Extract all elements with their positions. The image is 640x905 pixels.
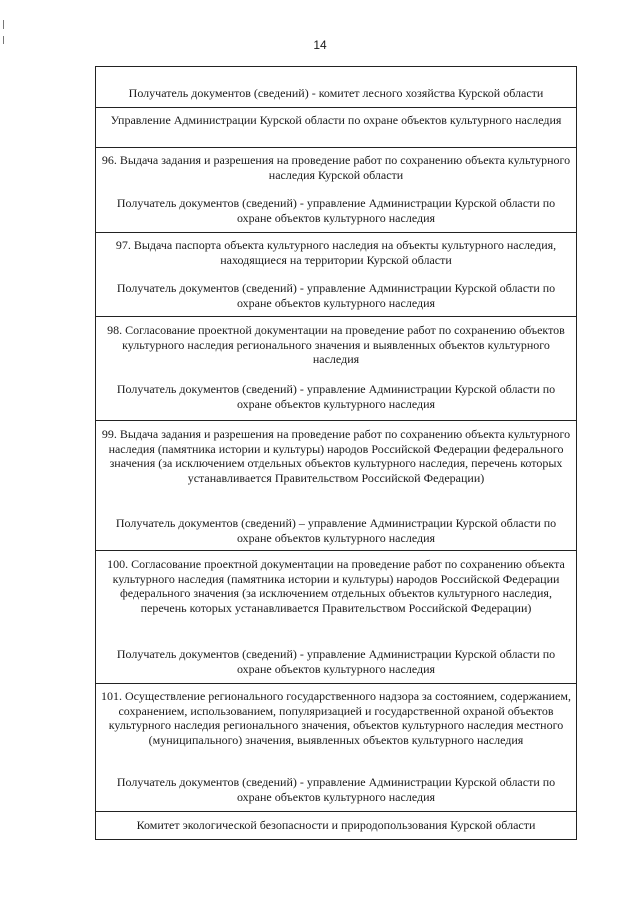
recipient-text: Получатель документов (сведений) - управление Администрации Курской области по охране объектов культурного наследия (116, 281, 556, 310)
recipient-text: Получатель документов (сведений) - управление Администрации Курской области по охране объектов культурного наследия (116, 647, 556, 676)
service-title: 99. Выдача задания и разрешения на проведение работ по сохранению объекта культурного наследия (памятника истории и культуры) народов Российской Федерации федерального значения (за исключением отдельных объектов культурного наследия, перечень которых устанавливается Правительством Российской Федерации) (101, 427, 571, 485)
table-row-service-96 (96, 148, 576, 233)
table-row-service-100 (96, 551, 576, 684)
service-title: 100. Согласование проектной документации на проведение работ по сохранению объекта культурного наследия (памятника истории и культуры) народов Российской Федерации федерального значения (за исключением отдельных объектов культурного наследия, перечень которых устанавливается Правительством Российской Федерации) (107, 557, 565, 615)
recipient-text: Получатель документов (сведений) – управление Администрации Курской области по охране объектов культурного наследия (115, 516, 557, 545)
table-row-service-101 (96, 684, 576, 812)
organization-name: Управление Администрации Курской области по охране объектов культурного наследия (110, 113, 562, 127)
document-table (95, 66, 577, 840)
service-title: 98. Согласование проектной документации на проведение работ по сохранению объектов культурного наследия регионального значения и выявленных объектов культурного наследия (107, 323, 565, 367)
recipient-text: Получатель документов (сведений) - комитет лесного хозяйства Курской области (128, 86, 544, 100)
service-title: 97. Выдача паспорта объекта культурного наследия на объекты культурного наследия, находящиеся на территории Курской области (115, 238, 557, 267)
table-row-organization-heritage (96, 108, 576, 148)
table-row-service-98 (96, 317, 576, 421)
service-title: 96. Выдача задания и разрешения на проведение работ по сохранению объекта культурного наследия Курской области (101, 153, 571, 182)
organization-name: Комитет экологической безопасности и природопользования Курской области (136, 818, 536, 832)
page-number: 14 (313, 38, 327, 52)
scan-edge-mark-top (3, 20, 4, 29)
table-row-recipient-forestry (96, 67, 576, 108)
recipient-text: Получатель документов (сведений) - управление Администрации Курской области по охране объектов культурного наследия (116, 775, 556, 804)
table-row-service-97 (96, 233, 576, 317)
recipient-text: Получатель документов (сведений) - управление Администрации Курской области по охране объектов культурного наследия (116, 382, 556, 411)
recipient-text: Получатель документов (сведений) - управление Администрации Курской области по охране объектов культурного наследия (116, 196, 556, 225)
table-row-service-99 (96, 421, 576, 551)
table-row-organization-ecology (96, 812, 576, 839)
service-title: 101. Осуществление регионального государственного надзора за состоянием, содержанием, сохранением, использованием, популяризацией и государственной охраной объектов культурного наследия регионального значения, объектов культурного наследия местного (муниципального) значения, выявленных объектов культурного наследия (101, 689, 571, 747)
